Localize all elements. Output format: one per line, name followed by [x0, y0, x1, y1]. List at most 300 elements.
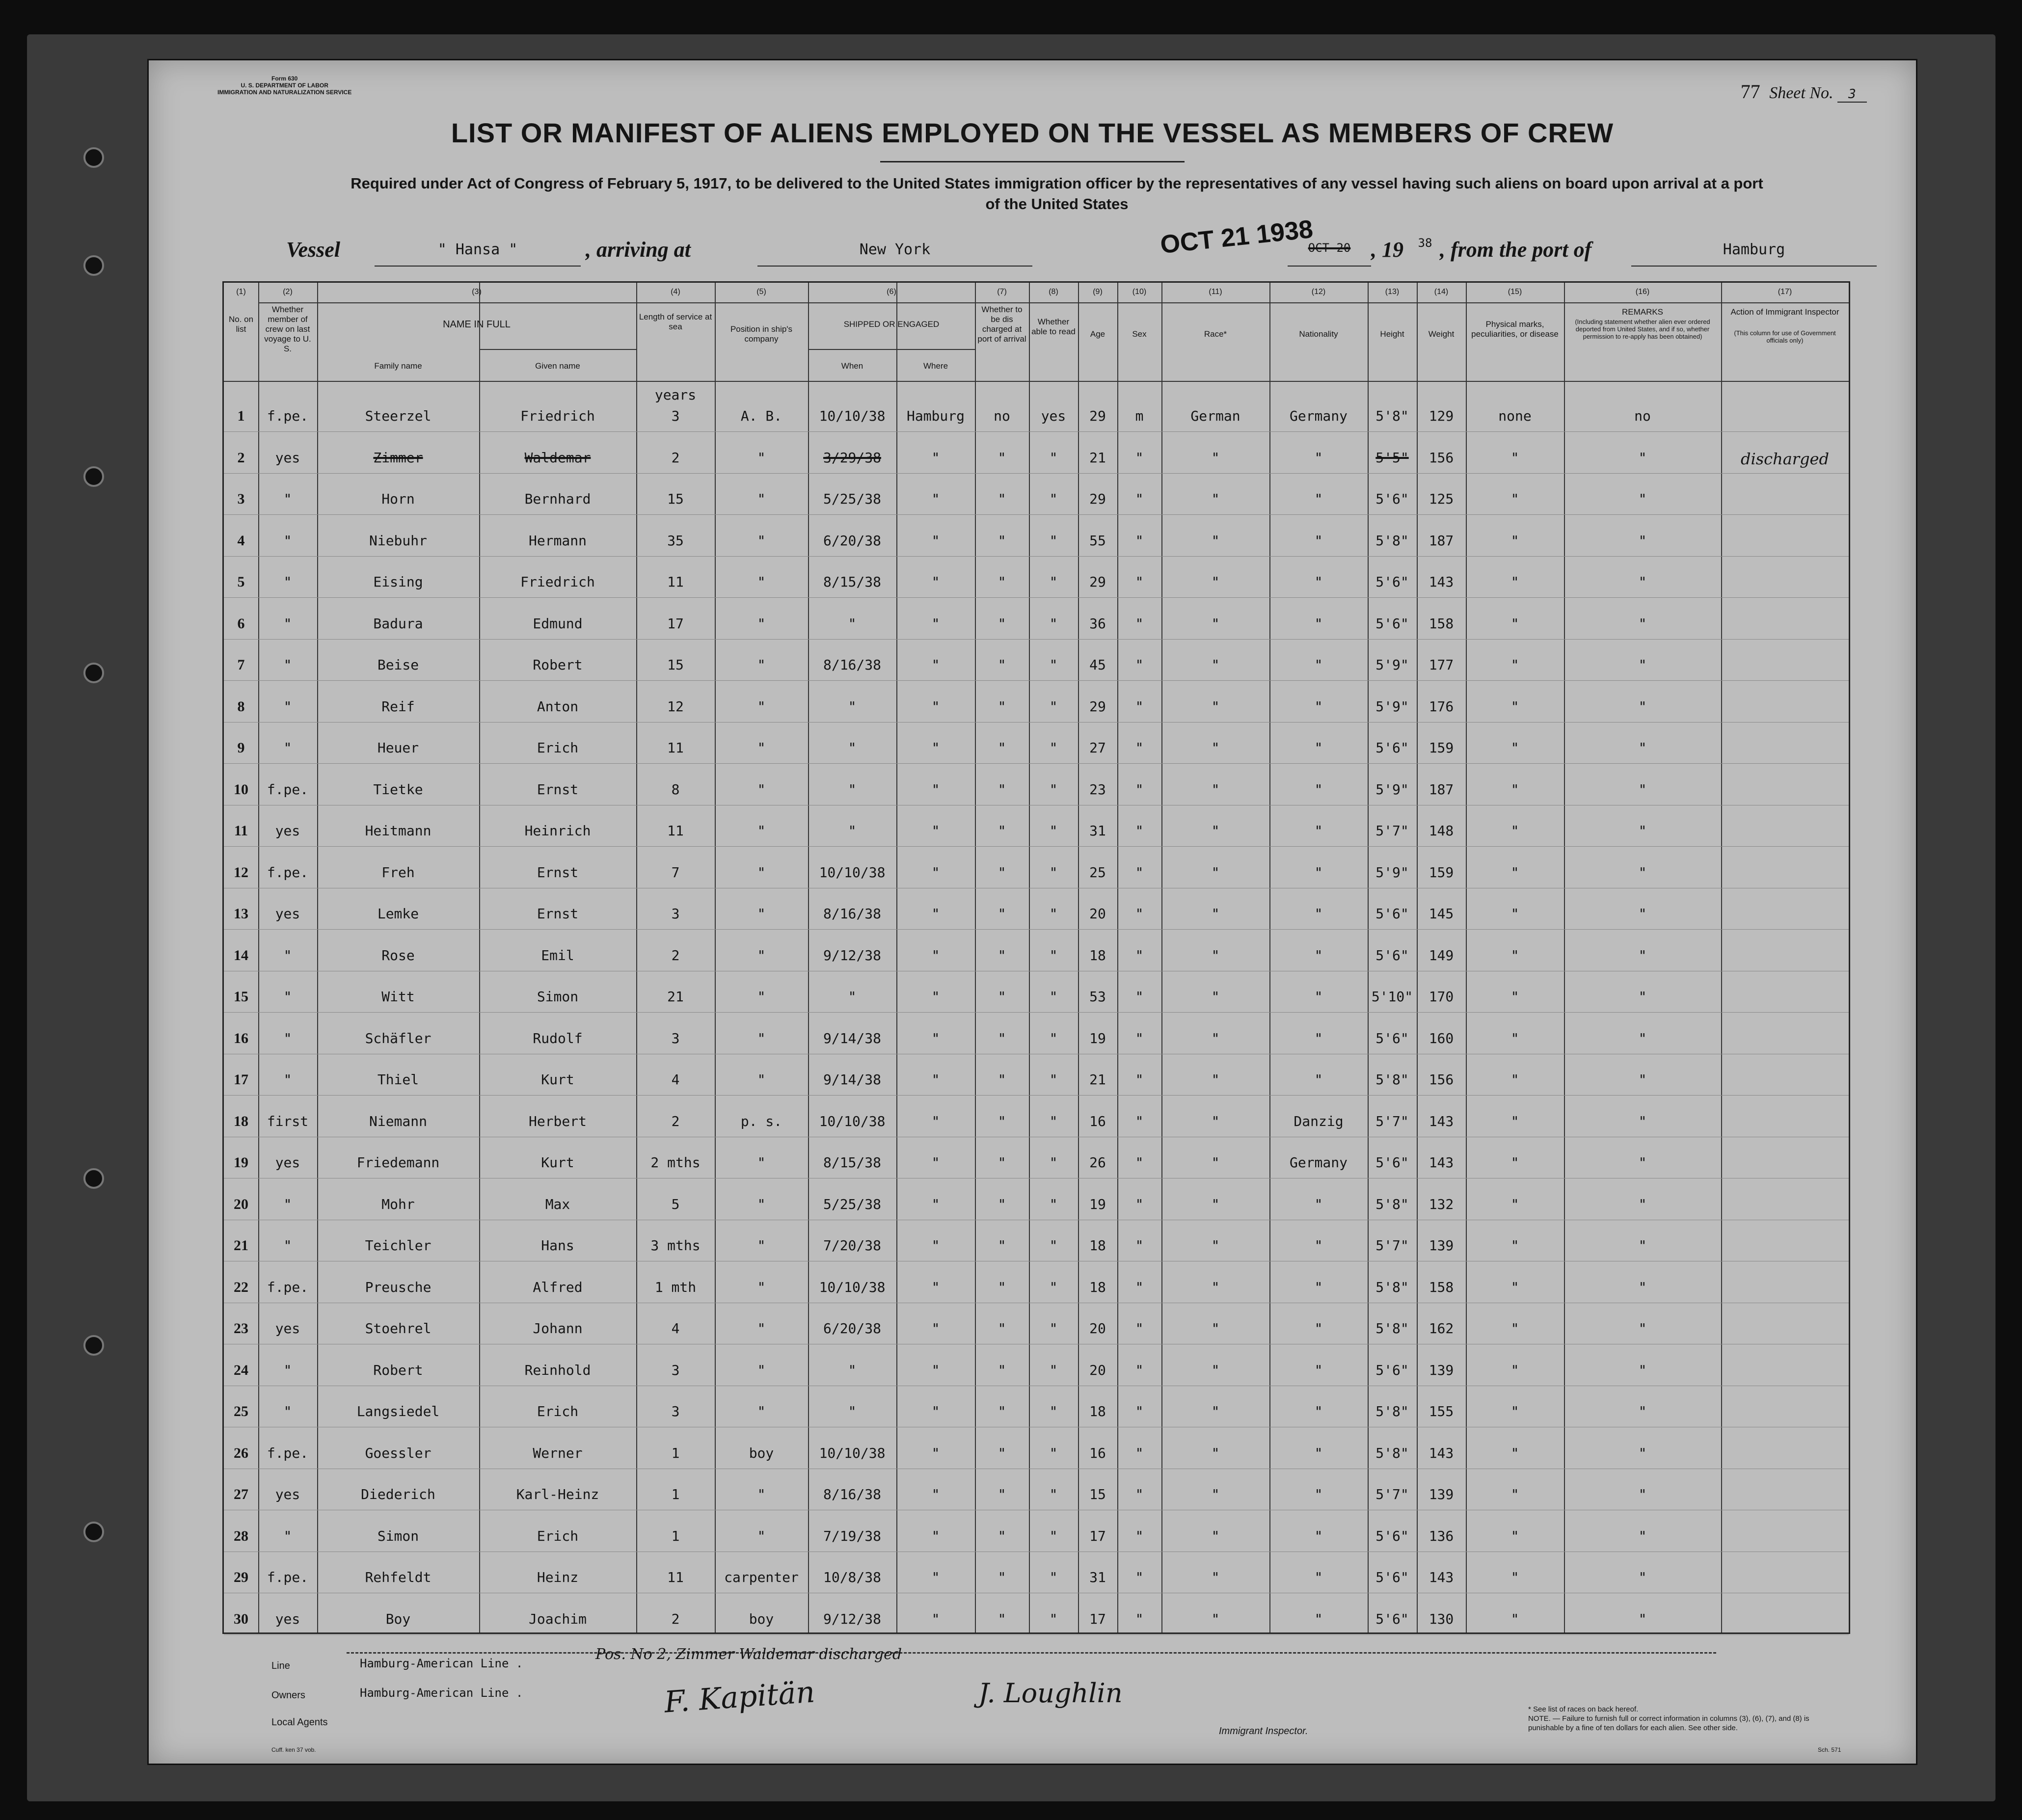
col-num-6: (6) — [887, 288, 896, 296]
sex-cell: " — [1135, 864, 1144, 881]
family-name-cell: Reif — [381, 698, 415, 715]
row-number-cell: 18 — [234, 1113, 248, 1129]
height-cell: 5'6" — [1375, 615, 1409, 632]
remarks-cell: " — [1638, 1196, 1647, 1212]
weight-cell: 139 — [1429, 1237, 1454, 1254]
line-value: Hamburg-American Line . — [360, 1657, 523, 1670]
right-code: Sch. 571 — [1818, 1746, 1841, 1753]
shipped-when-cell: " — [848, 615, 857, 632]
sex-cell: " — [1135, 1279, 1144, 1295]
shipped-when-cell: 8/16/38 — [823, 1486, 881, 1502]
race-cell: " — [1211, 491, 1220, 507]
shipped-where-cell: " — [931, 1486, 940, 1502]
height-cell: 5'6" — [1375, 491, 1409, 507]
sheet-label: Sheet No. — [1769, 84, 1833, 102]
position-cell: " — [757, 449, 766, 466]
to-be-discharged-cell: " — [998, 532, 1006, 549]
position-cell: " — [757, 823, 766, 839]
header-action: Action of Immigrant Inspector — [1730, 307, 1839, 317]
able-to-read-cell: " — [1049, 1445, 1058, 1461]
physical-marks-cell: " — [1510, 491, 1519, 507]
nationality-cell: " — [1314, 1403, 1323, 1419]
able-to-read-cell: " — [1049, 532, 1058, 549]
to-be-discharged-cell: " — [998, 1237, 1006, 1254]
header-when: When — [841, 361, 863, 371]
length-of-service-cell: 11 — [667, 574, 684, 590]
to-be-discharged-cell: " — [998, 1196, 1006, 1212]
shipped-where-cell: " — [931, 823, 940, 839]
height-cell: 5'8" — [1375, 532, 1409, 549]
age-cell: 18 — [1089, 1279, 1106, 1295]
to-be-discharged-cell: " — [998, 1569, 1006, 1585]
shipped-where-cell: " — [931, 1610, 940, 1627]
physical-marks-cell: " — [1510, 989, 1519, 1005]
col-num-10: (10) — [1132, 288, 1147, 296]
able-to-read-cell: " — [1049, 947, 1058, 964]
header-shipped: SHIPPED OR ENGAGED — [843, 320, 940, 329]
given-name-cell: Hans — [541, 1237, 574, 1254]
length-of-service-cell: 3 — [671, 1030, 680, 1046]
given-name-cell: Edmund — [533, 615, 583, 632]
given-name-cell: Erich — [537, 1403, 579, 1419]
length-of-service-cell: 1 — [671, 1486, 680, 1502]
sex-cell: " — [1135, 1237, 1144, 1254]
sex-cell: " — [1135, 1030, 1144, 1046]
able-to-read-cell: " — [1049, 1279, 1058, 1295]
shipped-when-cell: 8/15/38 — [823, 1154, 881, 1171]
able-to-read-cell: " — [1049, 1527, 1058, 1544]
height-cell: 5'7" — [1375, 1486, 1409, 1502]
given-name-cell: Ernst — [537, 781, 579, 798]
able-to-read-cell: " — [1049, 781, 1058, 798]
col-num-14: (14) — [1434, 288, 1449, 296]
remarks-cell: " — [1638, 615, 1647, 632]
family-name-cell: Horn — [381, 491, 415, 507]
able-to-read-cell: " — [1049, 1071, 1058, 1088]
years-note: years — [654, 387, 697, 403]
form-service: IMMIGRATION AND NATURALIZATION SERVICE — [217, 89, 352, 96]
length-of-service-cell: 21 — [667, 989, 684, 1005]
row-number-cell: 23 — [234, 1320, 248, 1337]
from-port: Hamburg — [1631, 241, 1877, 267]
to-be-discharged-cell: " — [998, 989, 1006, 1005]
remarks-cell: " — [1638, 1486, 1647, 1502]
race-cell: " — [1211, 781, 1220, 798]
sex-cell: " — [1135, 989, 1144, 1005]
weight-cell: 143 — [1429, 1445, 1454, 1461]
length-of-service-cell: 2 — [671, 947, 680, 964]
weight-cell: 125 — [1429, 491, 1454, 507]
height-cell: 5'6" — [1375, 740, 1409, 756]
shipped-when-cell: 9/12/38 — [823, 1610, 881, 1627]
position-cell: " — [757, 532, 766, 549]
remarks-cell: " — [1638, 1237, 1647, 1254]
given-name-cell: Friedrich — [520, 574, 595, 590]
family-name-cell: Niebuhr — [369, 532, 427, 549]
physical-marks-cell: " — [1510, 947, 1519, 964]
nationality-cell: " — [1314, 1362, 1323, 1378]
length-of-service-cell: 2 — [671, 449, 680, 466]
col-num-13: (13) — [1385, 288, 1400, 296]
inspector-action-cell: discharged — [1741, 449, 1829, 468]
age-cell: 36 — [1089, 615, 1106, 632]
nationality-cell: " — [1314, 449, 1323, 466]
remarks-cell: " — [1638, 491, 1647, 507]
header-member-last-voyage: Whether member of crew on last voyage to U. S. — [264, 305, 311, 353]
shipped-where-cell: " — [931, 491, 940, 507]
arriving-label: , arriving at — [586, 238, 691, 262]
last-voyage-cell: f.pe. — [267, 781, 309, 798]
row-number-cell: 19 — [234, 1154, 248, 1171]
races-note: * See list of races on back hereof. — [1528, 1705, 1639, 1713]
length-of-service-cell: 3 mths — [650, 1237, 701, 1254]
race-cell: " — [1211, 1196, 1220, 1212]
nationality-cell: " — [1314, 1279, 1323, 1295]
able-to-read-cell: " — [1049, 1403, 1058, 1419]
shipped-when-cell: " — [848, 698, 857, 715]
family-name-cell: Simon — [377, 1527, 419, 1544]
race-cell: " — [1211, 1527, 1220, 1544]
remarks-cell: " — [1638, 1154, 1647, 1171]
able-to-read-cell: " — [1049, 449, 1058, 466]
sex-cell: " — [1135, 1113, 1144, 1129]
physical-marks-cell: " — [1510, 1196, 1519, 1212]
nationality-cell: Germany — [1289, 408, 1348, 424]
shipped-when-cell: " — [848, 1403, 857, 1419]
header-remarks: REMARKS — [1621, 307, 1664, 317]
nationality-cell: " — [1314, 491, 1323, 507]
last-voyage-cell: " — [283, 1362, 292, 1378]
header-remarks-sub: (Including statement whether alien ever ordered deported from United States, and if so, whether permission to re-apply has been obtained) — [1575, 318, 1710, 340]
position-cell: " — [757, 781, 766, 798]
able-to-read-cell: " — [1049, 989, 1058, 1005]
age-cell: 16 — [1089, 1113, 1106, 1129]
able-to-read-cell: " — [1049, 657, 1058, 673]
last-voyage-cell: " — [283, 1071, 292, 1088]
family-name-cell: Robert — [373, 1362, 423, 1378]
remarks-cell: " — [1638, 1569, 1647, 1585]
shipped-when-cell: 6/20/38 — [823, 1320, 881, 1337]
weight-cell: 139 — [1429, 1486, 1454, 1502]
to-be-discharged-cell: " — [998, 781, 1006, 798]
last-voyage-cell: " — [283, 532, 292, 549]
last-voyage-cell: " — [283, 740, 292, 756]
nationality-cell: " — [1314, 740, 1323, 756]
to-be-discharged-cell: no — [994, 408, 1010, 424]
shipped-when-cell: 8/16/38 — [823, 657, 881, 673]
row-number-cell: 24 — [234, 1362, 248, 1378]
to-be-discharged-cell: " — [998, 1154, 1006, 1171]
shipped-when-cell: 5/25/38 — [823, 1196, 881, 1212]
sex-cell: " — [1135, 1527, 1144, 1544]
race-cell: " — [1211, 823, 1220, 839]
physical-marks-cell: " — [1510, 906, 1519, 922]
header-physical: Physical marks, peculiarities, or disease — [1471, 320, 1559, 339]
sex-cell: " — [1135, 947, 1144, 964]
length-of-service-cell: 7 — [671, 864, 680, 881]
row-number-cell: 8 — [237, 698, 245, 715]
shipped-where-cell: " — [931, 1071, 940, 1088]
length-of-service-cell: 1 — [671, 1527, 680, 1544]
height-cell: 5'9" — [1375, 657, 1409, 673]
to-be-discharged-cell: " — [998, 864, 1006, 881]
shipped-when-cell: " — [848, 989, 857, 1005]
remarks-cell: " — [1638, 1320, 1647, 1337]
age-cell: 31 — [1089, 823, 1106, 839]
family-name-cell: Eising — [373, 574, 423, 590]
penalty-note: NOTE. — Failure to furnish full or correct information in columns (3), (6), (7), and (8) is punishable by a fine of ten dollars for each alien. See other side. — [1528, 1714, 1809, 1732]
family-name-cell: Tietke — [373, 781, 423, 798]
age-cell: 21 — [1089, 1071, 1106, 1088]
family-name-cell: Beise — [377, 657, 419, 673]
given-name-cell: Kurt — [541, 1154, 574, 1171]
header-given-name: Given name — [535, 361, 580, 371]
able-to-read-cell: " — [1049, 823, 1058, 839]
last-voyage-cell: " — [283, 491, 292, 507]
family-name-cell: Goessler — [365, 1445, 431, 1461]
position-cell: " — [757, 1403, 766, 1419]
last-voyage-cell: f.pe. — [267, 408, 309, 424]
given-name-cell: Rudolf — [533, 1030, 583, 1046]
shipped-when-cell: 10/10/38 — [819, 1113, 886, 1129]
height-cell: 5'6" — [1375, 1527, 1409, 1544]
row-number-cell: 22 — [234, 1279, 248, 1295]
age-cell: 53 — [1089, 989, 1106, 1005]
position-cell: " — [757, 1030, 766, 1046]
family-name-cell: Langsiedel — [356, 1403, 440, 1419]
race-cell: " — [1211, 1237, 1220, 1254]
shipped-when-cell: 9/14/38 — [823, 1030, 881, 1046]
weight-cell: 136 — [1429, 1527, 1454, 1544]
weight-cell: 159 — [1429, 740, 1454, 756]
weight-cell: 158 — [1429, 615, 1454, 632]
given-name-cell: Joachim — [528, 1610, 587, 1627]
family-name-cell: Heuer — [377, 740, 419, 756]
position-cell: " — [757, 740, 766, 756]
weight-cell: 143 — [1429, 1569, 1454, 1585]
sex-cell: " — [1135, 1569, 1144, 1585]
weight-cell: 160 — [1429, 1030, 1454, 1046]
remarks-cell: " — [1638, 781, 1647, 798]
position-cell: " — [757, 1320, 766, 1337]
given-name-cell: Karl-Heinz — [516, 1486, 599, 1502]
row-number-cell: 11 — [234, 823, 248, 839]
row-number-cell: 21 — [234, 1237, 248, 1254]
given-name-cell: Kurt — [541, 1071, 574, 1088]
col-num-15: (15) — [1508, 288, 1522, 296]
sex-cell: " — [1135, 657, 1144, 673]
age-cell: 19 — [1089, 1196, 1106, 1212]
weight-cell: 143 — [1429, 574, 1454, 590]
remarks-cell: " — [1638, 1113, 1647, 1129]
shipped-when-cell: 5/25/38 — [823, 491, 881, 507]
shipped-where-cell: " — [931, 574, 940, 590]
sex-cell: m — [1135, 408, 1144, 424]
family-name-cell: Badura — [373, 615, 423, 632]
weight-cell: 170 — [1429, 989, 1454, 1005]
sex-cell: " — [1135, 1196, 1144, 1212]
remarks-cell: " — [1638, 906, 1647, 922]
page-title: LIST OR MANIFEST OF ALIENS EMPLOYED ON THE VESSEL AS MEMBERS OF CREW — [451, 117, 1614, 148]
age-cell: 26 — [1089, 1154, 1106, 1171]
shipped-where-cell: " — [931, 947, 940, 964]
header-weight: Weight — [1428, 329, 1455, 339]
last-voyage-cell: " — [283, 1196, 292, 1212]
position-cell: boy — [749, 1610, 774, 1627]
last-voyage-cell: " — [283, 989, 292, 1005]
row-number-cell: 12 — [234, 864, 248, 881]
to-be-discharged-cell: " — [998, 574, 1006, 590]
sex-cell: " — [1135, 1071, 1144, 1088]
weight-cell: 139 — [1429, 1362, 1454, 1378]
arrival-port: New York — [757, 241, 1032, 267]
physical-marks-cell: " — [1510, 1403, 1519, 1419]
remarks-cell: " — [1638, 657, 1647, 673]
col-num-16: (16) — [1635, 288, 1650, 296]
sex-cell: " — [1135, 449, 1144, 466]
nationality-cell: " — [1314, 615, 1323, 632]
position-cell: " — [757, 1527, 766, 1544]
last-voyage-cell: yes — [275, 449, 300, 466]
position-cell: carpenter — [724, 1569, 799, 1585]
race-cell: " — [1211, 1569, 1220, 1585]
shipped-when-cell: 7/20/38 — [823, 1237, 881, 1254]
height-cell: 5'6" — [1375, 947, 1409, 964]
physical-marks-cell: " — [1510, 1445, 1519, 1461]
length-of-service-cell: 2 mths — [650, 1154, 701, 1171]
sex-cell: " — [1135, 1154, 1144, 1171]
row-number-cell: 20 — [234, 1196, 248, 1212]
family-name-cell: Niemann — [369, 1113, 427, 1129]
physical-marks-cell: " — [1510, 740, 1519, 756]
row-number-cell: 29 — [234, 1569, 248, 1585]
nationality-cell: " — [1314, 1196, 1323, 1212]
age-cell: 31 — [1089, 1569, 1106, 1585]
col-num-5: (5) — [756, 288, 766, 296]
able-to-read-cell: " — [1049, 1030, 1058, 1046]
family-name-cell: Mohr — [381, 1196, 415, 1212]
nationality-cell: " — [1314, 1527, 1323, 1544]
shipped-when-cell: " — [848, 823, 857, 839]
sex-cell: " — [1135, 781, 1144, 798]
nationality-cell: " — [1314, 1486, 1323, 1502]
row-number-cell: 13 — [234, 906, 248, 922]
nationality-cell: " — [1314, 906, 1323, 922]
given-name-cell: Robert — [533, 657, 583, 673]
shipped-when-cell: 10/10/38 — [819, 864, 886, 881]
to-be-discharged-cell: " — [998, 1403, 1006, 1419]
length-of-service-cell: 3 — [671, 906, 680, 922]
to-be-discharged-cell: " — [998, 1527, 1006, 1544]
inspector-label: Immigrant Inspector. — [1219, 1726, 1308, 1737]
given-name-cell: Emil — [541, 947, 574, 964]
given-name-cell: Max — [545, 1196, 570, 1212]
remarks-cell: " — [1638, 1030, 1647, 1046]
page-subtitle: Required under Act of Congress of February 5, 1917, to be delivered to the United States immigration officer by the representatives of any vessel having such aliens on board upon arrival at a port of the United States — [350, 175, 1763, 213]
shipped-where-cell: " — [931, 1403, 940, 1419]
shipped-where-cell: " — [931, 1445, 940, 1461]
header-action-sub: (This column for use of Government officials only) — [1734, 329, 1836, 344]
family-name-cell: Boy — [385, 1610, 411, 1627]
shipped-when-cell: 8/16/38 — [823, 906, 881, 922]
row-number-cell: 25 — [234, 1403, 248, 1419]
to-be-discharged-cell: " — [998, 1071, 1006, 1088]
row-number-cell: 7 — [237, 657, 245, 673]
given-name-cell: Johann — [533, 1320, 583, 1337]
position-cell: " — [757, 1237, 766, 1254]
legal-notes — [1528, 1705, 1842, 1733]
height-cell: 5'6" — [1375, 574, 1409, 590]
race-cell: " — [1211, 947, 1220, 964]
crossed-date: OCT 20 — [1288, 241, 1371, 267]
nationality-cell: " — [1314, 1320, 1323, 1337]
length-of-service-cell: 5 — [671, 1196, 680, 1212]
row-number-cell: 30 — [234, 1610, 248, 1627]
family-name-cell: Freh — [381, 864, 415, 881]
weight-cell: 143 — [1429, 1113, 1454, 1129]
age-cell: 29 — [1089, 408, 1106, 424]
shipped-where-cell: " — [931, 1113, 940, 1129]
last-voyage-cell: yes — [275, 906, 300, 922]
form-department: U. S. DEPARTMENT OF LABOR — [241, 82, 328, 89]
position-cell: " — [757, 574, 766, 590]
remarks-cell: " — [1638, 1445, 1647, 1461]
given-name-cell: Anton — [537, 698, 579, 715]
length-of-service-cell: 2 — [671, 1113, 680, 1129]
family-name-cell: Rose — [381, 947, 415, 964]
nationality-cell: " — [1314, 1071, 1323, 1088]
last-voyage-cell: " — [283, 615, 292, 632]
remarks-cell: no — [1634, 408, 1651, 424]
shipped-where-cell: " — [931, 1030, 940, 1046]
physical-marks-cell: " — [1510, 1362, 1519, 1378]
physical-marks-cell: " — [1510, 1569, 1519, 1585]
physical-marks-cell: " — [1510, 864, 1519, 881]
header-sex: Sex — [1132, 329, 1147, 339]
given-name-cell: Erich — [537, 1527, 579, 1544]
family-name-cell: Witt — [381, 989, 415, 1005]
height-cell: 5'10" — [1371, 989, 1413, 1005]
nationality-cell: " — [1314, 657, 1323, 673]
height-cell: 5'8" — [1375, 1403, 1409, 1419]
date-stamp: OCT 21 1938 — [1159, 214, 1315, 260]
remarks-cell: " — [1638, 1527, 1647, 1544]
family-name-cell: Diederich — [361, 1486, 435, 1502]
physical-marks-cell: " — [1510, 532, 1519, 549]
position-cell: " — [757, 1154, 766, 1171]
physical-marks-cell: " — [1510, 1154, 1519, 1171]
vessel-label: Vessel — [286, 238, 340, 262]
physical-marks-cell: none — [1498, 408, 1532, 424]
given-name-cell: Heinz — [537, 1569, 579, 1585]
given-name-cell: Bernhard — [524, 491, 591, 507]
length-of-service-cell: 2 — [671, 1610, 680, 1627]
to-be-discharged-cell: " — [998, 947, 1006, 964]
age-cell: 23 — [1089, 781, 1106, 798]
shipped-when-cell: 7/19/38 — [823, 1527, 881, 1544]
height-cell: 5'9" — [1375, 781, 1409, 798]
header-family-name: Family name — [374, 361, 422, 371]
height-cell: 5'6" — [1375, 1569, 1409, 1585]
row-number-cell: 16 — [234, 1030, 248, 1046]
able-to-read-cell: " — [1049, 1237, 1058, 1254]
last-voyage-cell: " — [283, 1237, 292, 1254]
race-cell: " — [1211, 1445, 1220, 1461]
discharge-note: Pos. No 2, Zimmer Waldemar discharged — [595, 1646, 902, 1663]
master-signature: F. Kapitän — [663, 1675, 816, 1720]
height-cell: 5'7" — [1375, 1113, 1409, 1129]
able-to-read-cell: " — [1049, 906, 1058, 922]
